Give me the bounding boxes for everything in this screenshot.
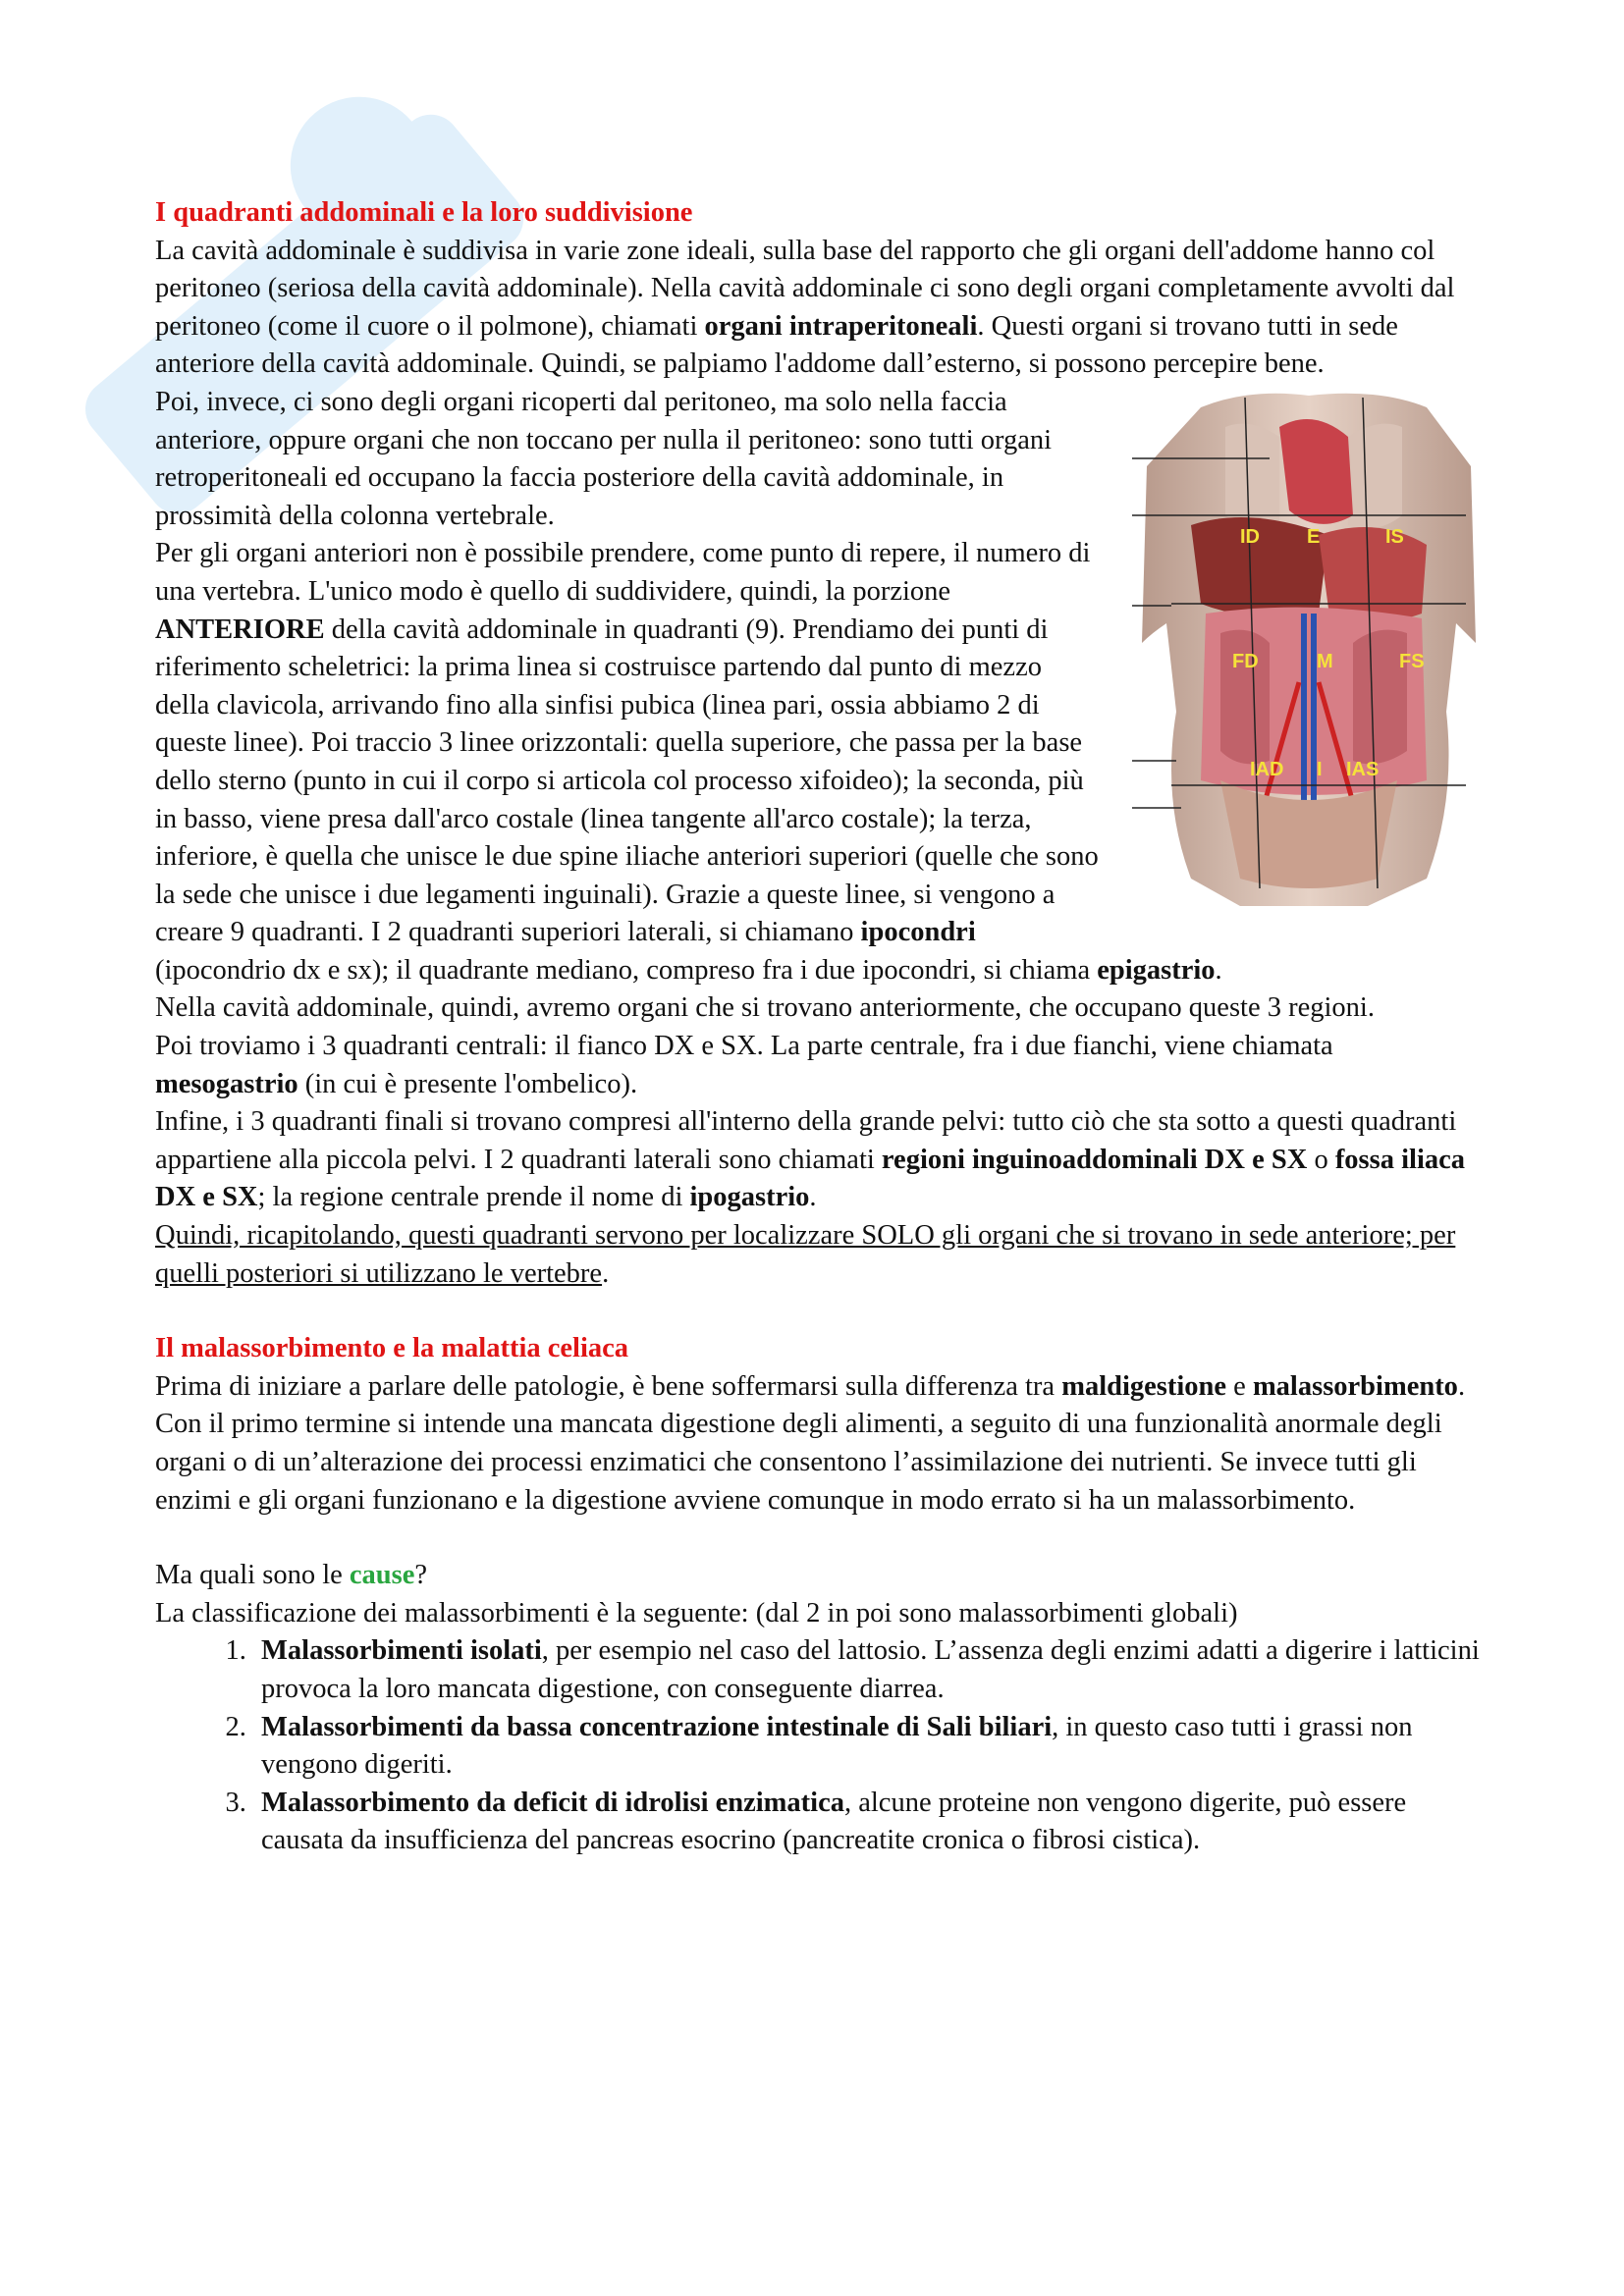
bold-term: regioni inguinoaddominali DX e SX	[881, 1144, 1308, 1175]
paragraph	[155, 1103, 1481, 1217]
bold-term: malassorbimento	[1252, 1370, 1458, 1402]
bold-term: fossa iliaca DX e SX	[155, 1144, 1466, 1213]
paragraph: Nella cavità addominale, quindi, avremo organi che si trovano anteriormente, che occupano queste 3 regioni.	[155, 992, 1375, 1024]
text: Poi troviamo i 3 quadranti centrali: il fianco DX e SX. La parte centrale, fra i due fianchi, viene chiamata	[155, 1031, 1333, 1062]
text: e	[1226, 1370, 1253, 1402]
paragraph	[155, 1028, 1481, 1103]
text: (in cui è presente l'ombelico).	[298, 1068, 638, 1099]
text: Prima di iniziare a parlare delle patologie, è bene soffermarsi sulla differenza tra	[155, 1370, 1062, 1402]
bold-term: mesogastrio	[155, 1068, 298, 1099]
label-fs: FS	[1399, 650, 1425, 672]
label-ias: IAS	[1346, 758, 1380, 780]
label-is: IS	[1385, 525, 1404, 548]
list-item	[253, 1632, 1481, 1708]
text: .	[809, 1182, 817, 1213]
text: .	[1215, 954, 1222, 986]
text: , alcune proteine non vengono digerite, può essere causata da insufficienza del pancreas esocrino (pancreatite cronica o fibrosi cistica).	[261, 1787, 1407, 1856]
text: Ma quali sono le	[155, 1560, 350, 1591]
bold-term: Malassorbimenti da bassa concentrazione intestinale di Sali biliari	[261, 1711, 1053, 1742]
document-page	[155, 194, 1481, 1860]
bold-term: Malassorbimenti isolati	[261, 1635, 542, 1667]
bold-term: Malassorbimento da deficit di idrolisi enzimatica	[261, 1787, 844, 1818]
text: (ipocondrio dx e sx); il quadrante mediano, compreso fra i due ipocondri, si chiama	[155, 954, 1098, 986]
paragraph	[155, 233, 1481, 384]
causes-list	[155, 1632, 1481, 1860]
label-id: ID	[1240, 525, 1260, 548]
text: della cavità addominale in quadranti (9). Prendiamo dei punti di riferimento scheletrici: la prima linea si costruisce partendo dal punto di mezzo della clavicola, arrivando fino alla sinfisi pubica (linea pari, ossia abbiamo 2 di queste linee). Poi traccio 3 linee orizzontali: quella superiore, che passa per la base dello sterno (punto in cui il corpo si articola col processo xifoideo); la seconda, più in basso, viene presa dall'arco costale (linea tangente all'arco costale); la terza, inferiore, è quella che unisce le due spine iliache anteriori superiori (quelle che sono la sede che unisce i due legamenti inguinali). Grazie a queste linee, si vengono a creare 9 quadranti. I 2 quadranti superiori laterali, si chiamano	[155, 614, 1099, 948]
underlined-text: Quindi, ricapitolando, questi quadranti servono per localizzare SOLO gli organi che si trovano in sede anteriore; per quelli posteriori si utilizzano le vertebre	[155, 1220, 1456, 1289]
section-title-malassorbimento: Il malassorbimento e la malattia celiaca	[155, 1333, 629, 1364]
bold-term: organi intraperitoneali	[704, 310, 978, 342]
text: ?	[414, 1560, 428, 1591]
bold-term: ANTERIORE	[155, 614, 325, 645]
label-e: E	[1307, 525, 1321, 548]
label-m: M	[1317, 650, 1333, 672]
bold-term: maldigestione	[1061, 1370, 1227, 1402]
text: ; la regione centrale prende il nome di	[257, 1182, 690, 1213]
lung-left	[1348, 424, 1402, 529]
label-i: I	[1317, 758, 1323, 780]
text: .	[602, 1257, 610, 1289]
highlight-term: cause	[349, 1560, 415, 1591]
lung-right	[1225, 424, 1279, 529]
text: . Questi organi si trovano tutti in sede anteriore della cavità addominale. Quindi, se palpiamo l'addome dall’esterno, si possono percepire bene.	[155, 310, 1398, 380]
paragraph: Poi, invece, ci sono degli organi ricoperti dal peritoneo, ma solo nella faccia anteriore, oppure organi che non toccano per nulla il peritoneo: sono tutti organi retroperitoneali ed occupano la faccia posteriore della cavità addominale, in prossimità della colonna vertebrale.	[155, 386, 1053, 531]
anatomy-illustration	[1132, 388, 1481, 906]
text: La cavità addominale è suddivisa in varie zone ideali, sulla base del rapporto che gli organi dell'addome hanno col peritoneo (seriosa della cavità addominale). Nella cavità addominale ci sono degli organi completamente avvolti dal peritoneo (come il cuore o il polmone), chiamati	[155, 235, 1455, 342]
list-item	[253, 1709, 1481, 1785]
text: , in questo caso tutti i grassi non vengono digeriti.	[261, 1711, 1413, 1781]
text: . Con il primo termine si intende una mancata digestione degli alimenti, a seguito di una funzionalità anormale degli organi o di un’alterazione dei processi enzimatici che consentono l’assimilazione dei nutrienti. Se invece tutti gli enzimi e gli organi funzionano e la digestione avviene comunque in modo errato si ha un malassorbimento.	[155, 1370, 1466, 1516]
label-iad: IAD	[1250, 758, 1284, 780]
label-fd: FD	[1232, 650, 1259, 672]
list-item	[253, 1785, 1481, 1860]
paragraph	[155, 1368, 1481, 1520]
heart	[1279, 419, 1353, 524]
text: Infine, i 3 quadranti finali si trovano compresi all'interno della grande pelvi: tutto ciò che sta sotto a questi quadranti appartiene alla piccola pelvi. I 2 quadranti laterali sono chiamati	[155, 1106, 1457, 1175]
text: , per esempio nel caso del lattosio. L’assenza degli enzimi adatti a digerire i latticini provoca la loro mancata digestione, con conseguente diarrea.	[261, 1635, 1480, 1704]
paragraph-summary	[155, 1217, 1481, 1293]
text: Per gli organi anteriori non è possibile prendere, come punto di repere, il numero di una vertebra. L'unico modo è quello di suddividere, quindi, la porzione	[155, 538, 1091, 607]
section-title-quadranti: I quadranti addominali e la loro suddivisione	[155, 197, 693, 228]
bold-term: ipocondri	[860, 917, 976, 948]
bold-term: ipogastrio	[689, 1182, 810, 1213]
question-line	[155, 1557, 1481, 1595]
text: o	[1307, 1144, 1335, 1175]
stomach	[1319, 527, 1427, 622]
bold-term: epigastrio	[1097, 954, 1216, 986]
paragraph: La classificazione dei malassorbimenti è la seguente: (dal 2 in poi sono malassorbimenti globali)	[155, 1597, 1238, 1629]
abdomen-quadrants-figure	[1132, 388, 1481, 906]
